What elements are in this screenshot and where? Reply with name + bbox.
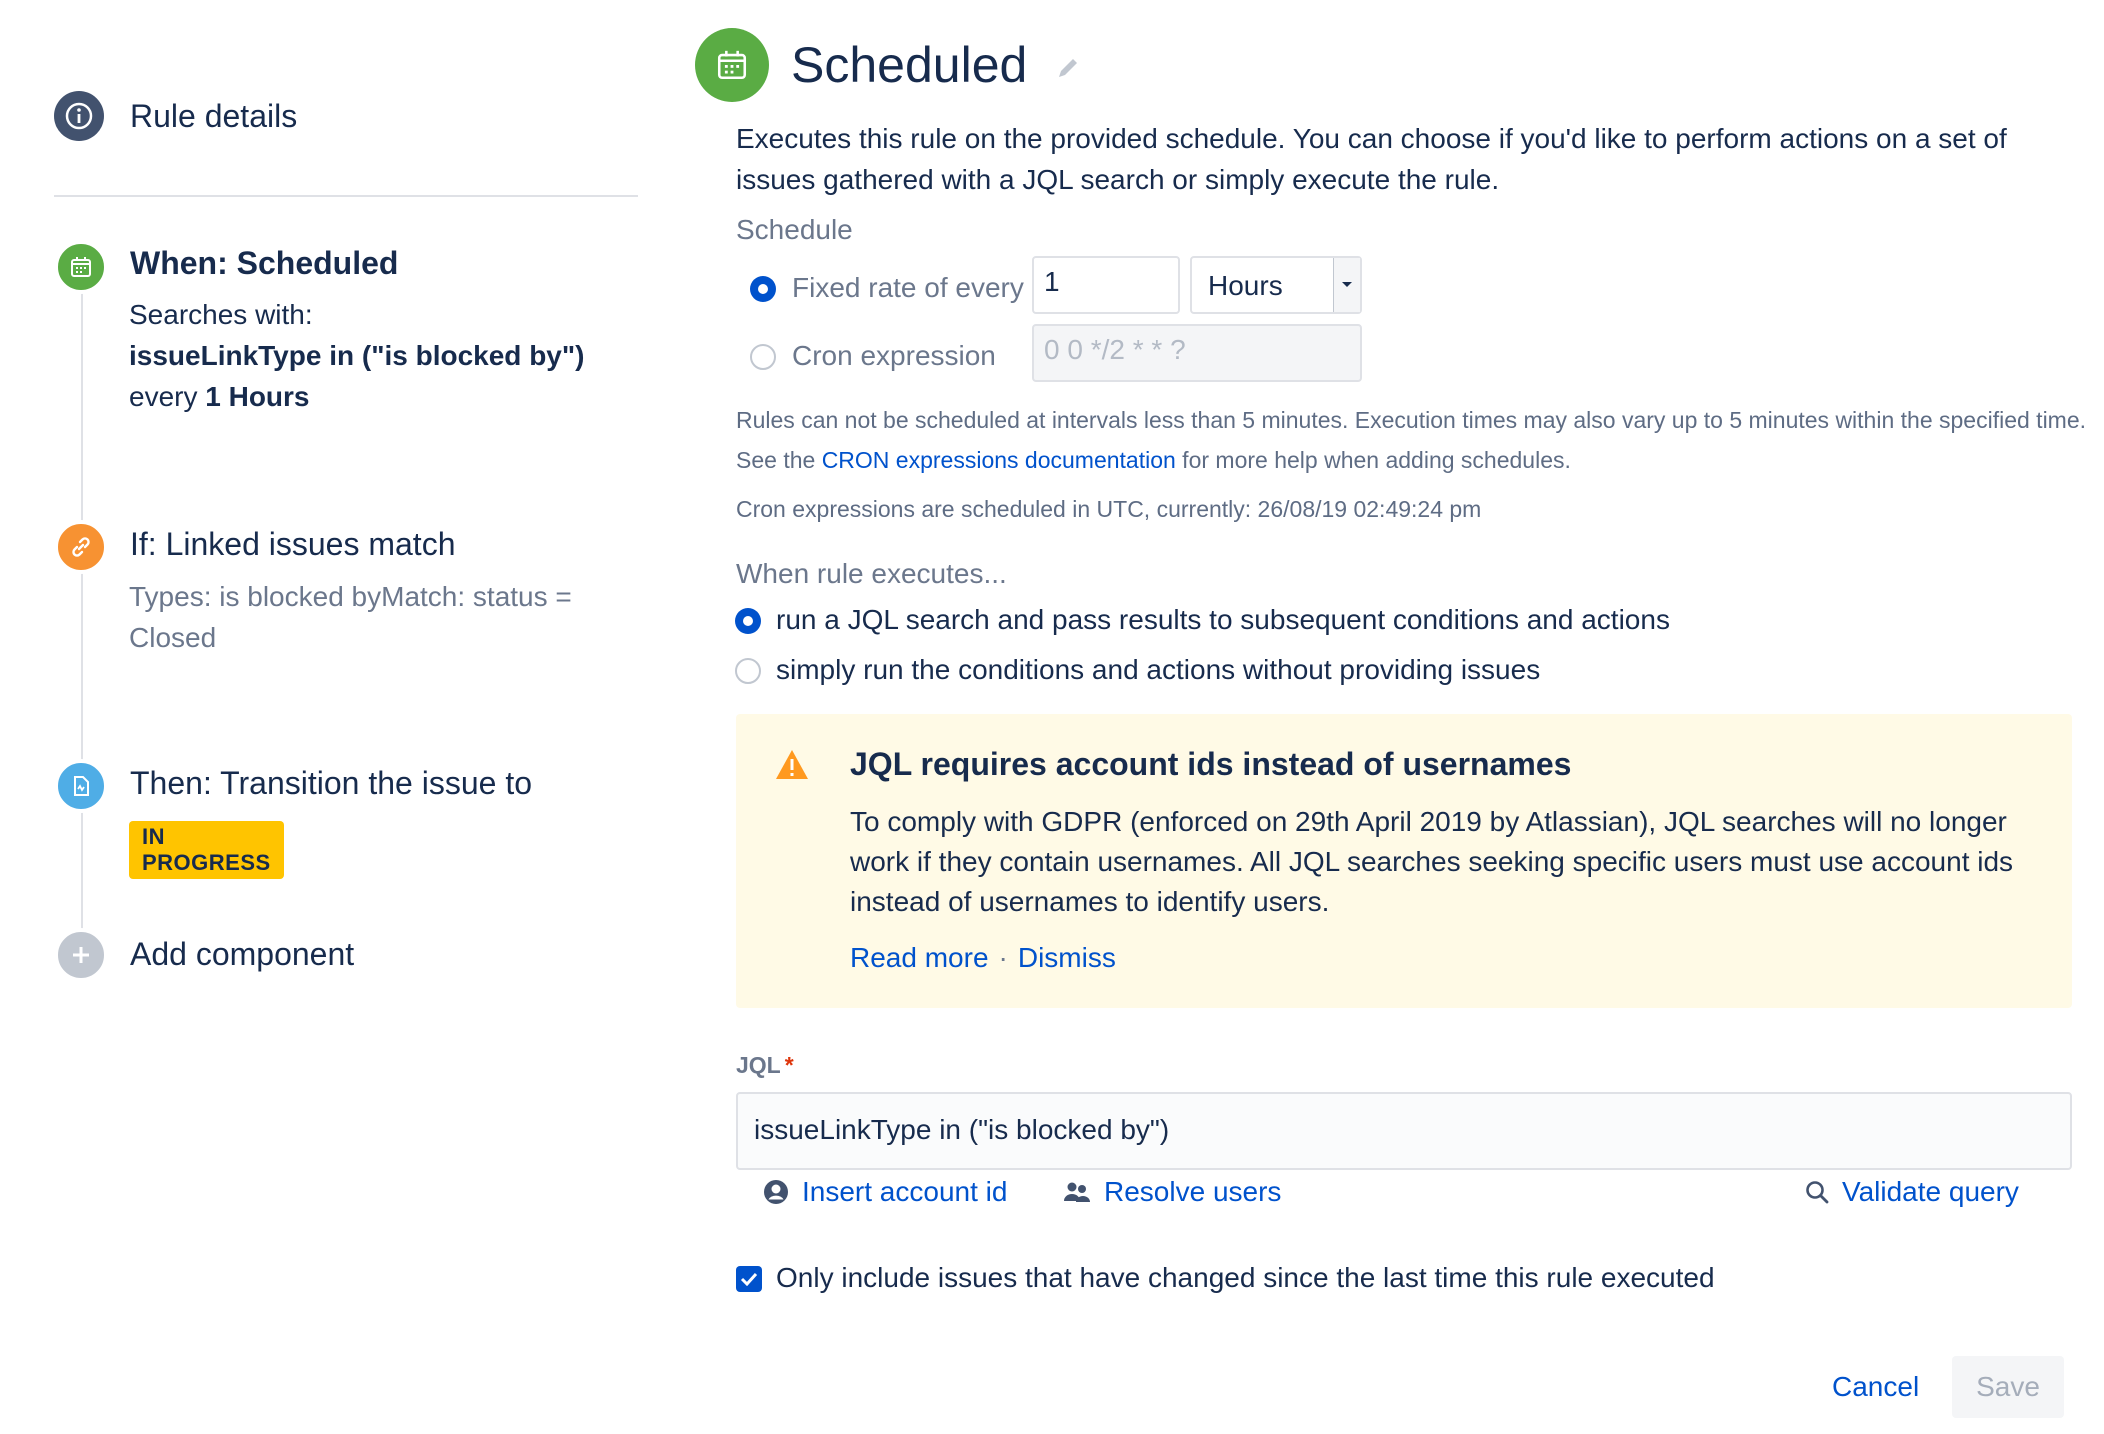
add-component-label: Add component (130, 936, 355, 972)
run-jql-radio[interactable] (735, 608, 761, 634)
searches-with-label: Searches with: (129, 299, 313, 330)
jql-label-text: JQL (736, 1052, 781, 1078)
users-icon (1062, 1178, 1092, 1206)
info-icon (54, 91, 104, 141)
component-description: Executes this rule on the provided schedule. You can choose if you'd like to perform actions on a set of issues gathered with a JQL search or simply execute the rule. (736, 123, 2007, 195)
link-separator: · (998, 942, 1008, 973)
cron-label: Cron expression (792, 340, 996, 371)
validate-query-label: Validate query (1842, 1176, 2019, 1207)
plus-icon (54, 928, 108, 982)
dismiss-link[interactable]: Dismiss (1017, 942, 1116, 973)
resolve-users-button[interactable] (1062, 1176, 1281, 1208)
validate-query-button[interactable] (1804, 1176, 2019, 1208)
schedule-help-text (736, 400, 2096, 480)
resolve-users-label: Resolve users (1104, 1176, 1282, 1207)
timeline-line (81, 270, 83, 980)
rule-sidebar (0, 0, 660, 1434)
pencil-icon[interactable] (1053, 53, 1083, 88)
component-editor (690, 0, 2090, 1434)
cron-utc-note: Cron expressions are scheduled in UTC, currently: 26/08/19 02:49:24 pm (736, 496, 1482, 522)
fixed-rate-input[interactable]: 1 (1032, 256, 1180, 314)
schedule-label: Schedule (736, 214, 853, 245)
chevron-down-icon (1333, 258, 1360, 312)
insert-account-id-label: Insert account id (802, 1176, 1008, 1207)
fixed-rate-label: Fixed rate of every (792, 272, 1024, 303)
run-without-issues-radio[interactable] (735, 658, 761, 684)
only-changed-label: Only include issues that have changed since the last time this rule executed (776, 1262, 1715, 1293)
rule-details-item[interactable] (54, 90, 297, 142)
only-changed-checkbox[interactable] (736, 1266, 762, 1292)
insert-account-id-button[interactable] (762, 1176, 1007, 1208)
help-text-1: Rules can not be scheduled at intervals less than 5 minutes. Execution times may also vary up to 5 minutes within the specified time. See the (736, 407, 2087, 473)
unit-select-value: Hours (1208, 270, 1283, 301)
every-prefix: every (129, 381, 198, 412)
editor-header (695, 28, 1083, 102)
required-mark: * (784, 1052, 794, 1078)
warning-body: To comply with GDPR (enforced on 29th April 2019 by Atlassian), JQL searches will no longer work if they contain usernames. All JQL searches seeking specific users must use account ids instead of usernames to identify users. (850, 806, 2014, 917)
step-title: Then: Transition the issue to (130, 765, 532, 801)
step-summary (129, 294, 584, 417)
rule-details-label: Rule details (130, 97, 298, 134)
cron-input[interactable]: 0 0 */2 * * ? (1032, 324, 1362, 382)
transition-icon (54, 759, 108, 813)
read-more-link[interactable]: Read more (850, 942, 989, 973)
step-summary: Types: is blocked byMatch: status = Closed (129, 581, 572, 653)
run-jql-label: run a JQL search and pass results to subsequent conditions and actions (776, 604, 1670, 635)
checkmark-icon (740, 1272, 758, 1286)
user-circle-icon (762, 1178, 790, 1206)
cron-docs-link[interactable]: CRON expressions documentation (821, 447, 1176, 473)
sidebar-divider (54, 195, 638, 197)
warning-icon (774, 748, 810, 787)
calendar-icon (54, 240, 108, 294)
link-icon (54, 520, 108, 574)
page-title: Scheduled (791, 37, 1028, 93)
unit-select[interactable] (1190, 256, 1362, 314)
cancel-button[interactable]: Cancel (1832, 1371, 1920, 1402)
fixed-rate-radio[interactable] (750, 276, 776, 302)
gdpr-warning-banner (736, 714, 2072, 1008)
status-badge: IN PROGRESS (129, 821, 284, 879)
every-value: 1 Hours (205, 381, 310, 412)
search-icon (1804, 1179, 1830, 1205)
warning-title: JQL requires account ids instead of usernames (850, 746, 1572, 782)
step-title: When: Scheduled (130, 245, 399, 281)
step-query: issueLinkType in ("is blocked by") (129, 340, 585, 371)
cron-radio[interactable] (750, 344, 776, 370)
jql-input[interactable]: issueLinkType in ("is blocked by") (736, 1092, 2072, 1170)
jql-label (736, 1052, 794, 1079)
help-text-2: for more help when adding schedules. (1175, 447, 1571, 473)
run-without-issues-label: simply run the conditions and actions without providing issues (776, 654, 1541, 685)
step-frequency (129, 376, 584, 417)
save-button[interactable]: Save (1952, 1356, 2064, 1418)
warning-actions (850, 942, 1116, 974)
step-title: If: Linked issues match (130, 526, 456, 562)
calendar-icon (695, 28, 769, 102)
execution-label: When rule executes... (736, 558, 1007, 589)
